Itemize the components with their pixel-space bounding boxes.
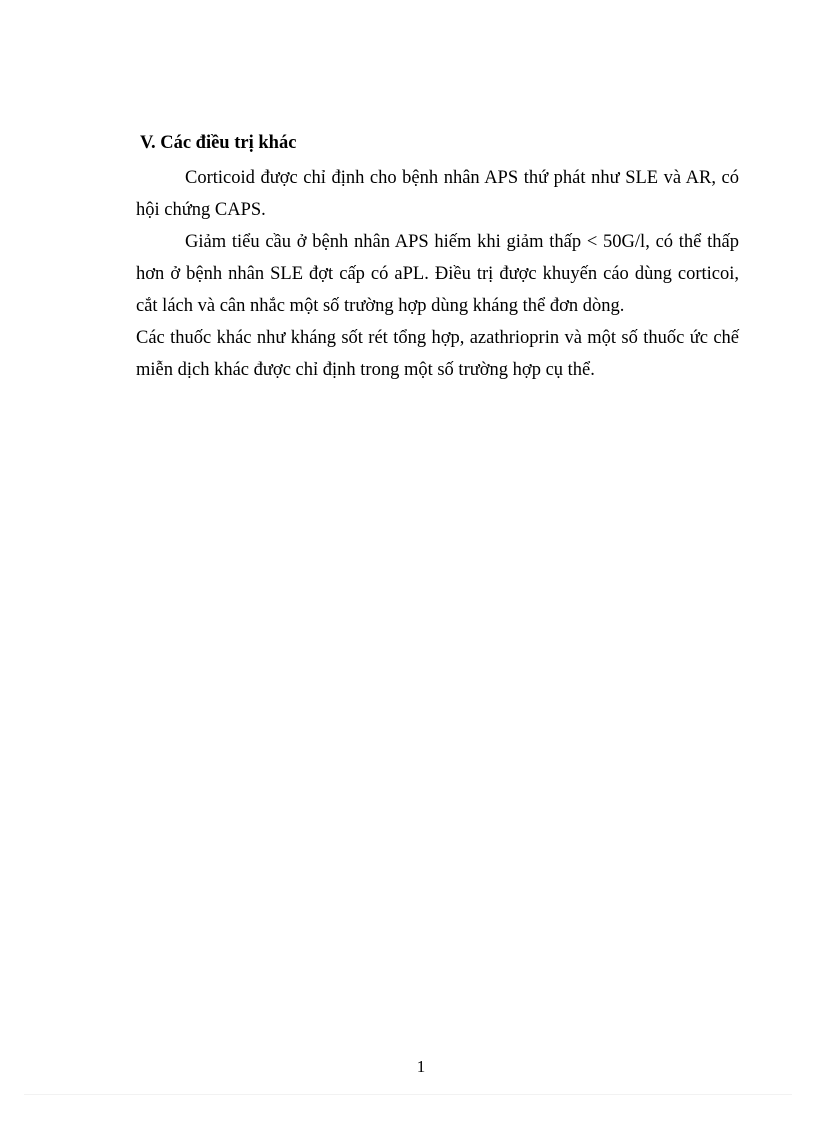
page-content [136, 130, 739, 386]
paragraph-corticoid: Corticoid được chỉ định cho bệnh nhân APS thứ phát như SLE và AR, có hội chứng CAPS. [136, 168, 739, 220]
section-heading: V. Các điều trị khác [140, 133, 297, 153]
paragraph-thrombocytopenia: Giảm tiểu cầu ở bệnh nhân APS hiếm khi giảm thấp < 50G/l, có thể thấp hơn ở bệnh nhân SLE đợt cấp có aPL. Điều trị được khuyến cáo dùng corticoi, cắt lách và cân nhắc một số trường hợp dùng kháng thể đơn dòng. [136, 232, 739, 316]
paragraph-other-drugs: Các thuốc khác như kháng sốt rét tổng hợp, azathrioprin và một số thuốc ức chế miễn dịch khác được chỉ định trong một số trường hợp cụ thể. [136, 328, 739, 380]
page-number: 1 [416, 1057, 426, 1076]
page-bottom-edge [24, 1094, 792, 1095]
